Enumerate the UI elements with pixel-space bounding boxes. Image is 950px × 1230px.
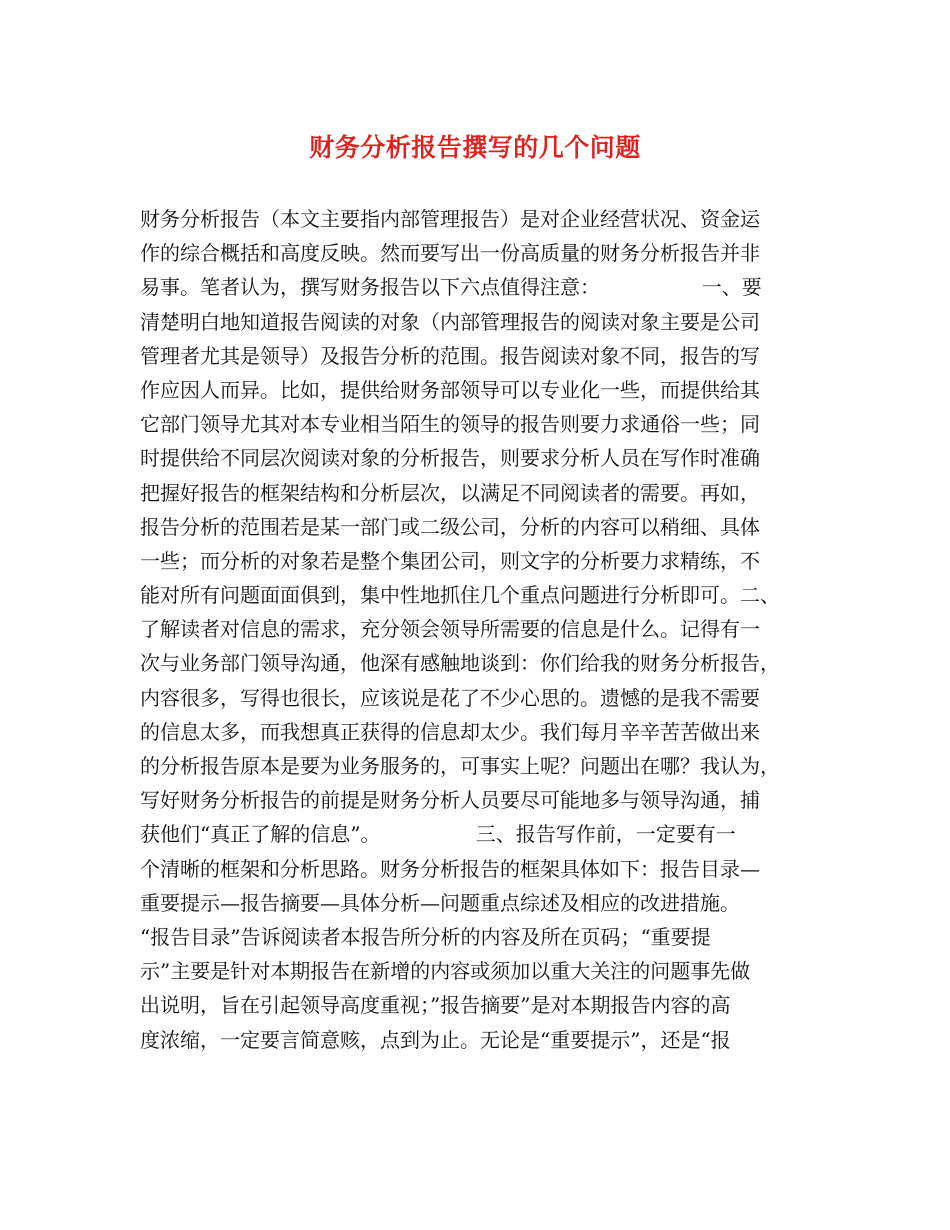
- body-line: 出说明，旨在引起领导高度重视；”报告摘要”是对本期报告内容的高: [140, 993, 731, 1018]
- body-line: 个清晰的框架和分析思路。财务分析报告的框架具体如下：报告目录—: [140, 856, 760, 881]
- body-line: 作的综合概括和高度反映。然而要写出一份高质量的财务分析报告并非: [140, 241, 760, 266]
- body-line: 管理者尤其是领导）及报告分析的范围。报告阅读对象不同，报告的写: [140, 343, 760, 368]
- body-line: 一些；而分析的对象若是整个集团公司，则文字的分析要力求精练，不: [140, 548, 760, 573]
- body-line: “报告目录”告诉阅读者本报告所分析的内容及所在页码；“重要提: [140, 924, 711, 949]
- body-line: 清楚明白地知道报告阅读的对象（内部管理报告的阅读对象主要是公司: [140, 309, 760, 334]
- body-line: 的信息太多，而我想真正获得的信息却太少。我们每月辛辛苦苦做出来: [140, 719, 760, 744]
- body-line: 时提供给不同层次阅读对象的分析报告，则要求分析人员在写作时准确: [140, 446, 760, 471]
- body-line: 重要提示—报告摘要—具体分析—问题重点综述及相应的改进措施。: [140, 890, 740, 915]
- body-line: 易事。笔者认为，撰写财务报告以下六点值得注意： 一、要: [140, 275, 762, 300]
- body-line: 作应因人而异。比如，提供给财务部领导可以专业化一些，而提供给其: [140, 377, 760, 402]
- body-line: 度浓缩，一定要言简意赅，点到为止。无论是“重要提示”，还是“报: [140, 1027, 731, 1052]
- body-line: 了解读者对信息的需求，充分领会领导所需要的信息是什么。记得有一: [140, 617, 760, 642]
- body-line: 把握好报告的框架结构和分析层次，以满足不同阅读者的需要。再如，: [140, 480, 760, 505]
- body-line: 它部门领导尤其对本专业相当陌生的领导的报告则要力求通俗一些；同: [140, 412, 760, 437]
- document-body: [140, 202, 830, 1057]
- body-line: 报告分析的范围若是某一部门或二级公司，分析的内容可以稍细、具体: [140, 514, 760, 539]
- body-line: 示”主要是针对本期报告在新增的内容或须加以重大关注的问题事先做: [140, 959, 751, 984]
- document-title: 财务分析报告撰写的几个问题: [309, 133, 641, 162]
- body-line: 能对所有问题面面俱到，集中性地抓住几个重点问题进行分析即可。二、: [140, 583, 780, 608]
- body-line: 内容很多，写得也很长，应该说是花了不少心思的。遗憾的是我不需要: [140, 685, 760, 710]
- body-line: 的分析报告原本是要为业务服务的，可事实上呢？问题出在哪？我认为，: [140, 754, 780, 778]
- body-line: 写好财务分析报告的前提是财务分析人员要尽可能地多与领导沟通，捕: [140, 788, 760, 813]
- body-line: 财务分析报告（本文主要指内部管理报告）是对企业经营状况、资金运: [140, 207, 760, 231]
- body-line: 次与业务部门领导沟通，他深有感触地谈到：你们给我的财务分析报告，: [140, 651, 780, 676]
- body-line: 获他们“真正了解的信息”。 三、报告写作前，一定要有一: [140, 822, 736, 847]
